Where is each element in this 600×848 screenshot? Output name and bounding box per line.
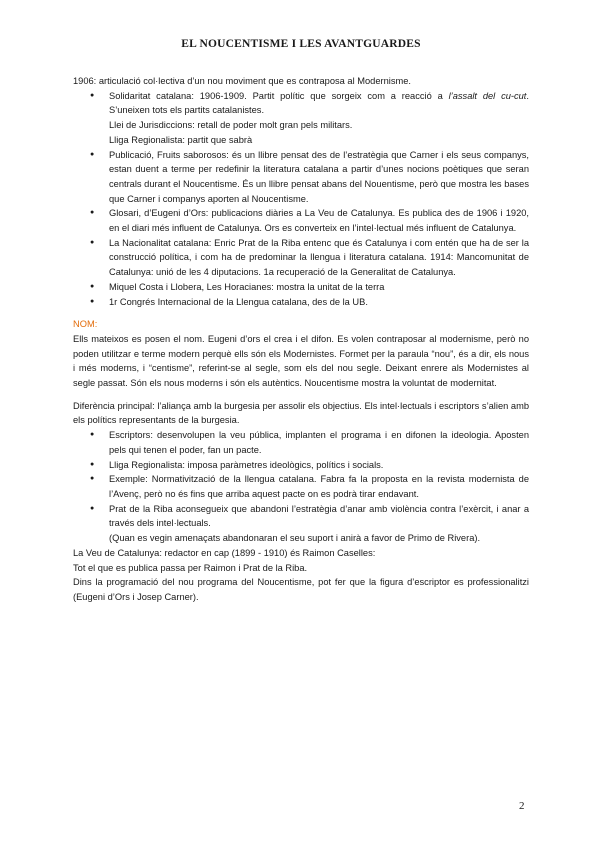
item-subline: Lliga Regionalista: partit que sabrà — [109, 134, 253, 145]
document-page — [73, 38, 529, 605]
veu-line: La Veu de Catalunya: redactor en cap (1899 - 1910) és Raimon Caselles: — [73, 547, 376, 558]
item-text: Solidaritat catalana: 1906-1909. Partit polític que sorgeix com a reacció a — [109, 90, 449, 101]
list-item: ● Publicació, Fruits saborosos: és un llibre pensat des de l’estratègia que Carner i els seus companys, estan duent a terme per redefinir la literatura catalana a partir d’unes nocions poètiques que seran centrals durant el Noucentisme. És un llibre pensat abans del Nouentisme, però que mostra les bases que Carner i companys aporten al Noucentisme. — [109, 148, 529, 207]
item-subline: Llei de Jurisdiccions: retall de poder molt gran pels militars. — [109, 120, 353, 131]
item-subline: (Quan es vegin amenaçats abandonaran el seu suport i anirà a favor de Primo de Rivera). — [109, 533, 481, 544]
list-item: ● Exemple: Normativització de la llengua catalana. Fabra fa la proposta en la revista modernista de l’Avenç, però no és fins que arriba aquest pacte on es podrà tirar endavant. — [109, 472, 529, 501]
bullet-list-1 — [73, 89, 529, 310]
veu-line-2: Tot el que es publica passa per Raimon i Prat de la Riba. — [73, 562, 308, 573]
nom-paragraph: Ells mateixos es posen el nom. Eugeni d’ors el crea i el difon. Es volen contraposar al modernisme, però no poden utilitzar e terme modern perquè ells són els Modernistes. Formet per la paraula “nou”, és a dir, els nous i més moderns, i “centisme”, referint-se al segle, som els del nou segle. Deixant enrere als Modernistes al segle passat. Són els nous moderns i són els autèntics. Noucentisme mostra la voluntat de modernitat. — [73, 333, 529, 389]
list-item: ● Miquel Costa i Llobera, Les Horacianes: mostra la unitat de la terra — [109, 280, 529, 295]
list-item — [109, 89, 529, 148]
section2-intro: Diferència principal: l’aliança amb la burgesia per assolir els objectius. Els intel·lectuals i escriptors s’alien amb els polítics representants de la burgesia. — [73, 400, 529, 426]
bullet-list-2 — [73, 428, 529, 546]
page-number: 2 — [519, 800, 525, 812]
list-item: ● 1r Congrés Internacional de la Llengua catalana, des de la UB. — [109, 295, 529, 310]
list-item: ● Glosari, d’Eugeni d’Ors: publicacions diàries a La Veu de Catalunya. Es publica des de 1906 i 1920, en el diari més influent de Catalunya. Ors es converteix en l’intel·lectual més influent de Catalunya. — [109, 206, 529, 235]
page-title: EL NOUCENTISME I LES AVANTGUARDES — [181, 38, 421, 50]
list-item: ● Escriptors: desenvolupen la veu pública, implanten el programa i en difonen la ideologia. Aposten pels qui tenen el poder, fan un pacte. — [109, 428, 529, 457]
nom-heading: NOM: — [73, 319, 98, 330]
list-item: ● Lliga Regionalista: imposa paràmetres ideològics, polítics i socials. — [109, 458, 529, 473]
intro-paragraph: 1906: articulació col·lectiva d’un nou moviment que es contraposa al Modernisme. — [73, 76, 411, 86]
item-text: . S’uneixen tots els partits catalanistes. — [109, 90, 529, 116]
list-item: ● La Nacionalitat catalana: Enric Prat de la Riba entenc que és Catalunya i com entén que ha de ser la construcció política, i com ha de predominar la llengua i literatura catalana. 1914: Mancomunitat de Catalunya: unió de les 4 diputacions. 1a recuperació de la Generalitat de Catalunya. — [109, 236, 529, 280]
item-text: Prat de la Riba aconsegueix que abandoni l’estratègia d’anar amb violència contra l’exèrcit, i anar a través dels intel·lectuals. — [109, 503, 529, 529]
list-item — [109, 502, 529, 546]
closing-paragraph: Dins la programació del nou programa del Noucentisme, pot fer que la figura d’escriptor es professionalitzi (Eugeni d’Ors i Josep Carner). — [73, 577, 529, 602]
item-text-italic: l’assalt del cu-cut — [448, 90, 527, 101]
